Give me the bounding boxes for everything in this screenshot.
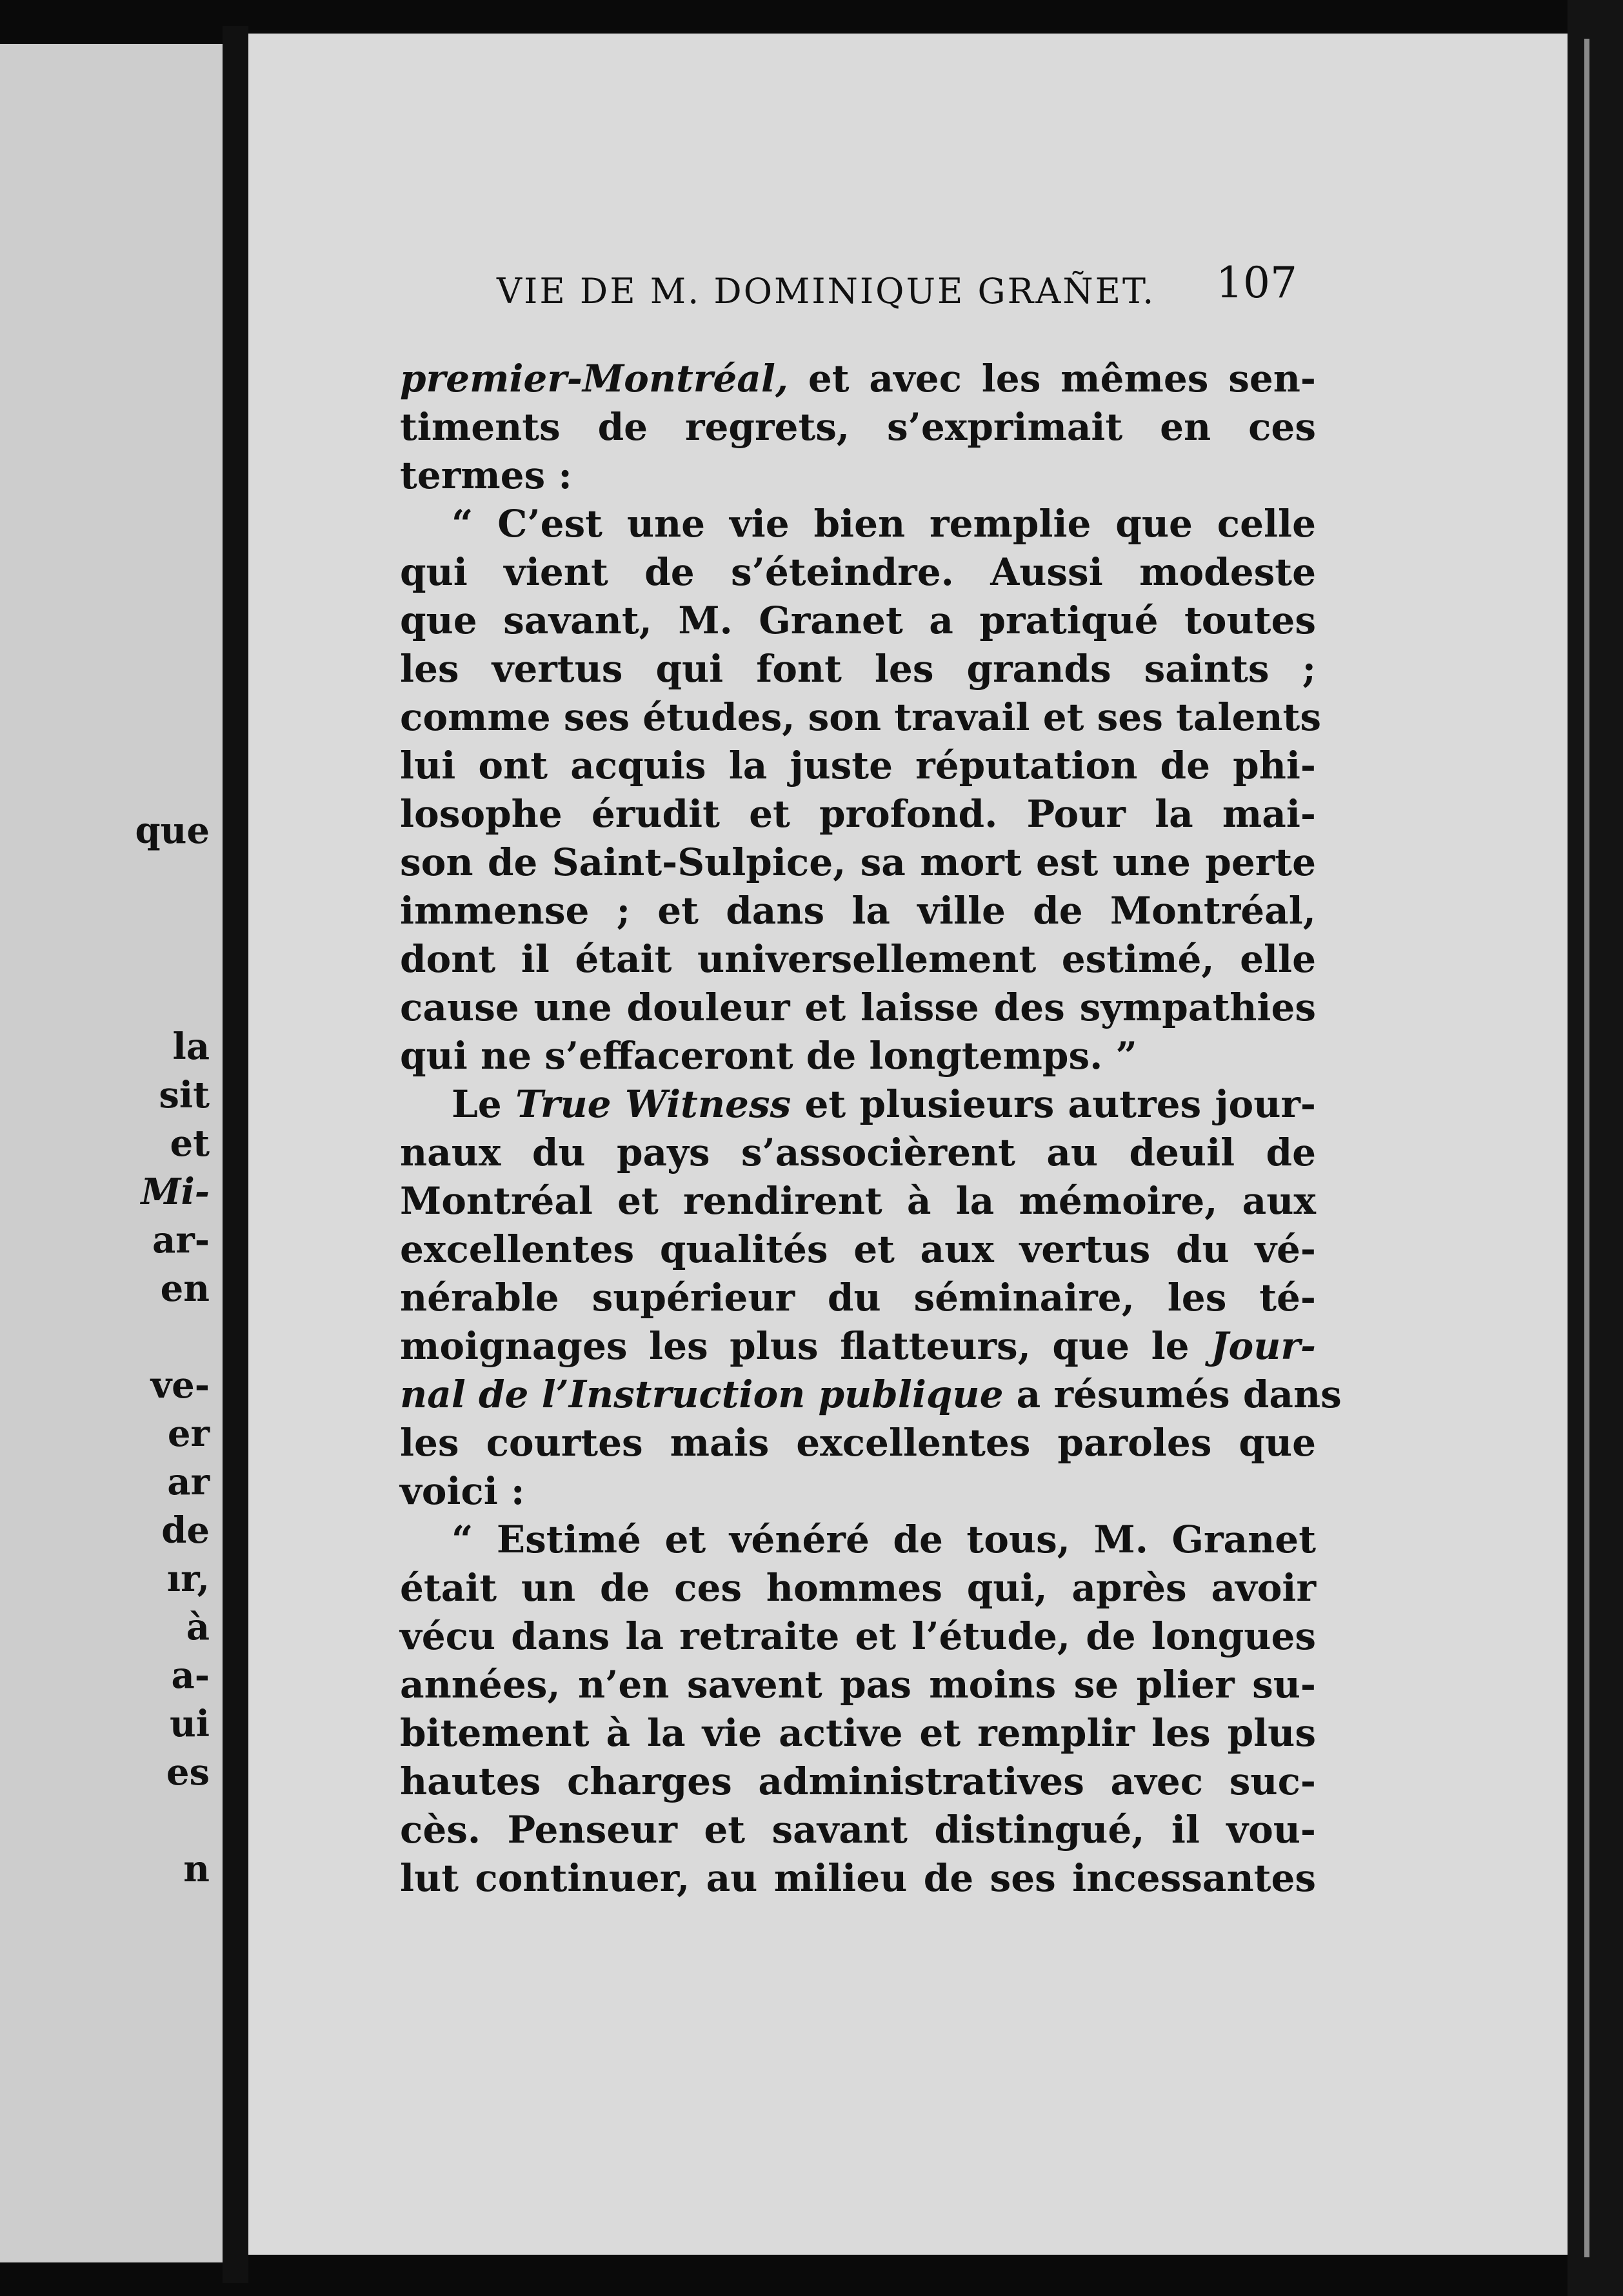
left-page-fragment: er [167, 1412, 210, 1455]
page-number: 107 [1216, 258, 1297, 308]
text-line: timents de regrets, s’exprimait en ces [400, 405, 1316, 449]
left-page-fragment: que [135, 809, 210, 852]
text-line: termes : [400, 453, 572, 497]
left-page-fragment: n [183, 1848, 210, 1890]
left-page-fragment: la [172, 1025, 210, 1068]
page-edge-line [1584, 39, 1589, 2257]
text-span: et plusieurs autres jour- [791, 1082, 1316, 1126]
text-line: excellentes qualités et aux vertus du vé- [400, 1227, 1316, 1271]
text-line: qui ne s’effaceront de longtemps. ” [400, 1034, 1137, 1078]
left-page-fragment: ar- [152, 1219, 210, 1262]
text-line: qui vient de s’éteindre. Aussi modeste [400, 550, 1316, 594]
text-line: cès. Penseur et savant distingué, il vou- [400, 1808, 1316, 1852]
left-page-fragment: ui [170, 1703, 210, 1745]
text-line: comme ses études, son travail et ses talents [400, 695, 1321, 739]
text-span: moignages les plus flatteurs, que le [400, 1324, 1211, 1368]
text-line: dont il était universellement estimé, elle [400, 937, 1316, 981]
text-span: a résumés dans [1003, 1372, 1342, 1416]
text-line: que savant, M. Granet a pratiqué toutes [400, 599, 1316, 642]
page-edge-right [1568, 0, 1623, 2296]
text-line: voici : [400, 1469, 525, 1513]
italic-phrase: Jour- [1211, 1324, 1316, 1368]
italic-phrase: True Witness [515, 1082, 792, 1126]
text-line [400, 1371, 1342, 1419]
text-line: losophe érudit et profond. Pour la mai- [400, 792, 1316, 836]
text-line: lui ont acquis la juste réputation de phi- [400, 744, 1316, 787]
running-title: VIE DE M. DOMINIQUE GRAÑET. [497, 271, 1156, 312]
left-page-fragment: à [186, 1606, 210, 1648]
left-page-fragment: sit [159, 1074, 210, 1116]
body-text [400, 355, 1342, 1903]
left-page-fragment: es [166, 1751, 210, 1794]
text-line: “ Estimé et vénéré de tous, M. Granet [452, 1518, 1316, 1561]
text-line: cause une douleur et laisse des sympathies [400, 985, 1316, 1029]
text-line: naux du pays s’associèrent au deuil de [400, 1131, 1316, 1174]
left-page-fragment: et [170, 1122, 210, 1165]
left-page-fragment: ır, [166, 1558, 210, 1600]
page-header [248, 258, 1297, 316]
text-line: “ C’est une vie bien remplie que celle [452, 502, 1316, 546]
text-line [400, 1080, 1316, 1129]
italic-phrase: nal de l’Instruction publique [400, 1372, 1004, 1416]
text-line: les vertus qui font les grands saints ; [400, 647, 1316, 691]
text-line: nérable supérieur du séminaire, les té- [400, 1276, 1316, 1320]
left-page-fragment: Mi- [141, 1171, 210, 1213]
text-line: immense ; et dans la ville de Montréal, [400, 889, 1316, 933]
italic-phrase: premier-Montréal, [400, 357, 789, 401]
text-line: Montréal et rendirent à la mémoire, aux [400, 1179, 1316, 1223]
left-page-fragment: en [160, 1267, 210, 1310]
left-page-edge [0, 44, 223, 2262]
text-line: était un de ces hommes qui, après avoir [400, 1566, 1316, 1610]
left-page-fragment: ve- [150, 1364, 210, 1407]
text-line: années, n’en savent pas moins se plier su- [400, 1663, 1316, 1707]
text-span: et avec les mêmes sen- [788, 357, 1316, 401]
text-line: son de Saint-Sulpice, sa mort est une perte [400, 840, 1316, 884]
text-line: hautes charges administratives avec suc- [400, 1759, 1316, 1803]
left-page-fragment: ar [167, 1461, 210, 1503]
text-span: Le [452, 1082, 515, 1126]
text-line: les courtes mais excellentes paroles que [400, 1421, 1316, 1465]
left-page-fragment: de [161, 1509, 210, 1552]
text-line: bitement à la vie active et remplir les plus [400, 1711, 1316, 1755]
text-line: lut continuer, au milieu de ses incessantes [400, 1856, 1316, 1900]
book-gutter [223, 26, 248, 2283]
text-line: vécu dans la retraite et l’étude, de longues [400, 1614, 1316, 1658]
text-line [400, 355, 1316, 403]
text-line [400, 1322, 1316, 1371]
left-page-fragment: a- [171, 1654, 210, 1697]
